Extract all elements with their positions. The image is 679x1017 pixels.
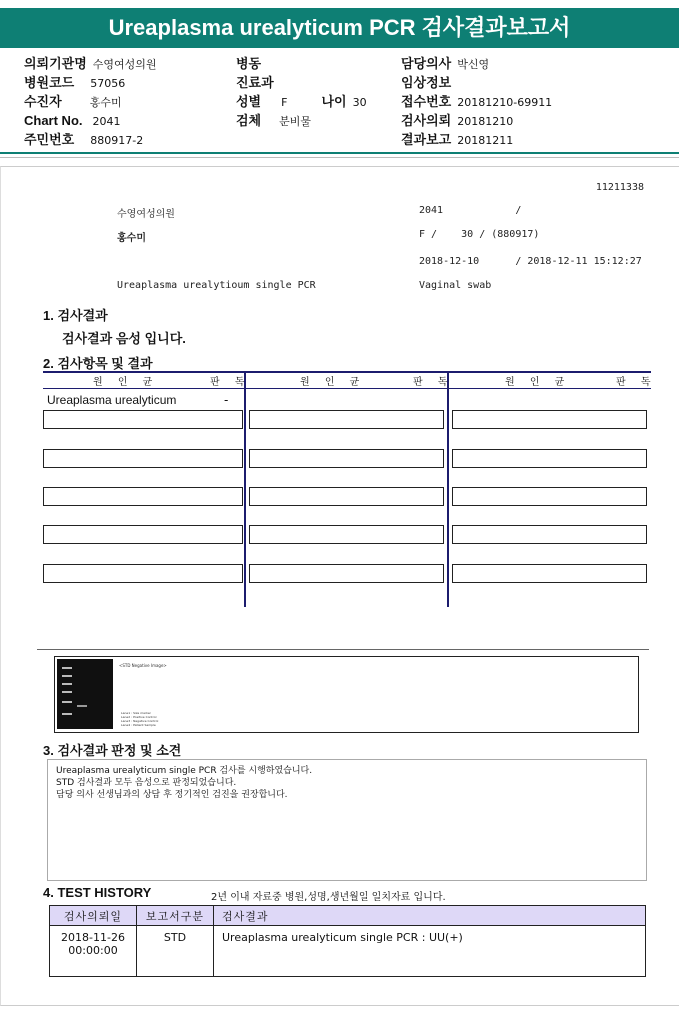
header-label: 결과보고 — [401, 132, 452, 147]
header-label: 임상정보 — [401, 75, 452, 90]
header-label: 검사의뢰 — [401, 113, 452, 128]
col-header-name: 원 인 균 — [300, 377, 366, 388]
result-cell — [249, 487, 444, 506]
result-cell — [249, 525, 444, 544]
header-value: 20181210-69911 — [457, 96, 553, 109]
result-cell — [249, 410, 444, 429]
gel-caption: <STD Negative Image> — [119, 663, 167, 668]
gel-legend-item: Lane4 : Patient Sample — [121, 723, 156, 727]
gel-legend-item: Lane2 : Positive Control — [121, 715, 157, 719]
header-label: 의뢰기관명 — [24, 56, 87, 71]
table-row — [50, 926, 646, 977]
section-1-text: 검사결과 음성 입니다. — [62, 331, 186, 346]
report-title: Ureaplasma urealyticum PCR 검사결과보고서 — [0, 8, 679, 48]
header-col-1 — [24, 55, 157, 150]
header-value: 57056 — [90, 77, 126, 90]
header-label: Chart No. — [24, 113, 83, 128]
result-cell — [452, 564, 647, 583]
result-cell — [452, 449, 647, 468]
specimen-value: 분비물 — [279, 115, 312, 128]
section-1-title: 1. 검사결과 — [43, 308, 108, 323]
ward-label: 병동 — [236, 56, 262, 71]
report-test-name: Ureaplasma urealytioum single PCR — [117, 280, 316, 291]
col-header-judge: 판 독 — [413, 377, 454, 388]
result-cell — [43, 410, 243, 429]
findings-line: Ureaplasma urealyticum single PCR 검사를 시행하였습니다. — [56, 766, 313, 776]
section-4-title: 4. TEST HISTORY — [43, 885, 152, 900]
report-clinic: 수영여성의원 — [117, 209, 175, 220]
result-cell — [249, 564, 444, 583]
history-date-cell — [50, 926, 137, 977]
result-cell — [43, 525, 243, 544]
grid-divider — [447, 373, 449, 607]
header-label: 접수번호 — [401, 94, 452, 109]
report-patient: 홍수미 — [117, 233, 146, 244]
gel-band — [62, 683, 72, 685]
result-cell — [452, 410, 647, 429]
gel-image-box — [54, 656, 639, 733]
header-label: 수진자 — [24, 94, 62, 109]
findings-line: STD 검사결과 모두 음성으로 판정되었습니다. — [56, 778, 237, 788]
history-header: 검사의뢰일 — [50, 906, 137, 926]
report-patient-info: F / 30 / (880917) — [419, 229, 540, 240]
report-chart: 2041 / — [419, 205, 522, 216]
gel-band — [62, 691, 72, 693]
first-item-name: Ureaplasma urealyticum — [47, 393, 177, 407]
history-header-row — [50, 906, 646, 926]
result-cell — [249, 449, 444, 468]
findings-box — [47, 759, 647, 881]
findings-line: 담당 의사 선생님과의 상담 후 정기적인 검진을 권장합니다. — [56, 790, 288, 800]
history-header: 검사결과 — [214, 906, 646, 926]
specimen-label: 검체 — [236, 113, 262, 128]
age-value: 30 — [352, 96, 367, 109]
dept-label: 진료과 — [236, 75, 274, 90]
result-cell — [452, 525, 647, 544]
grid-divider — [244, 373, 246, 607]
report-dates: 2018-12-10 / 2018-12-11 15:12:27 — [419, 256, 642, 267]
gel-legend — [121, 711, 158, 727]
header-divider — [0, 152, 679, 154]
header-label: 담당의사 — [401, 56, 452, 71]
history-time: 00:00:00 — [68, 944, 118, 957]
header-value: 20181211 — [457, 134, 514, 147]
header-value: 박신영 — [457, 58, 490, 71]
header-col-2 — [236, 55, 386, 131]
age-label: 나이 — [321, 94, 347, 109]
history-date: 2018-11-26 — [61, 931, 125, 944]
sex-value: F — [281, 96, 288, 109]
section-divider — [37, 649, 649, 650]
gel-legend-item: Lane3 : Negative Control — [121, 719, 159, 723]
header-value: 홍수미 — [89, 96, 122, 109]
gel-legend-item: Lane1 : Size marker — [121, 711, 151, 715]
result-cell — [43, 487, 243, 506]
section-2-title: 2. 검사항목 및 결과 — [43, 356, 153, 371]
report-specimen: Vaginal swab — [419, 280, 492, 291]
header-label: 주민번호 — [24, 132, 75, 147]
history-result: Ureaplasma urealyticum single PCR : UU(+) — [214, 926, 646, 977]
result-cell — [43, 564, 243, 583]
grid-header-line — [43, 388, 651, 389]
gel-band — [62, 675, 72, 677]
col-header-name: 원 인 균 — [93, 377, 159, 388]
header-divider-thin — [0, 157, 679, 158]
col-header-judge: 판 독 — [616, 377, 657, 388]
header-value: 20181210 — [457, 115, 514, 128]
section-4-note: 2년 이내 자료중 병원,성명,생년월일 일치자료 입니다. — [211, 892, 446, 903]
header-col-3 — [401, 55, 552, 150]
col-header-name: 원 인 균 — [505, 377, 571, 388]
history-type: STD — [137, 926, 214, 977]
header-value: 2041 — [92, 115, 121, 128]
gel-image — [57, 659, 113, 729]
header-value: 수영여성의원 — [92, 58, 157, 71]
sex-label: 성별 — [236, 94, 262, 109]
col-header-judge: 판 독 — [210, 377, 251, 388]
header-label: 병원코드 — [24, 75, 75, 90]
section-3-title: 3. 검사결과 판정 및 소견 — [43, 743, 182, 758]
history-header: 보고서구분 — [137, 906, 214, 926]
report-id: 11211338 — [595, 182, 644, 193]
gel-band — [62, 713, 72, 715]
first-item-result: - — [224, 393, 229, 407]
header-value: 880917-2 — [90, 134, 144, 147]
result-cell — [452, 487, 647, 506]
result-cell — [43, 449, 243, 468]
gel-band — [62, 667, 72, 669]
gel-band — [62, 701, 72, 703]
history-table — [49, 905, 646, 977]
gel-band — [77, 705, 87, 707]
